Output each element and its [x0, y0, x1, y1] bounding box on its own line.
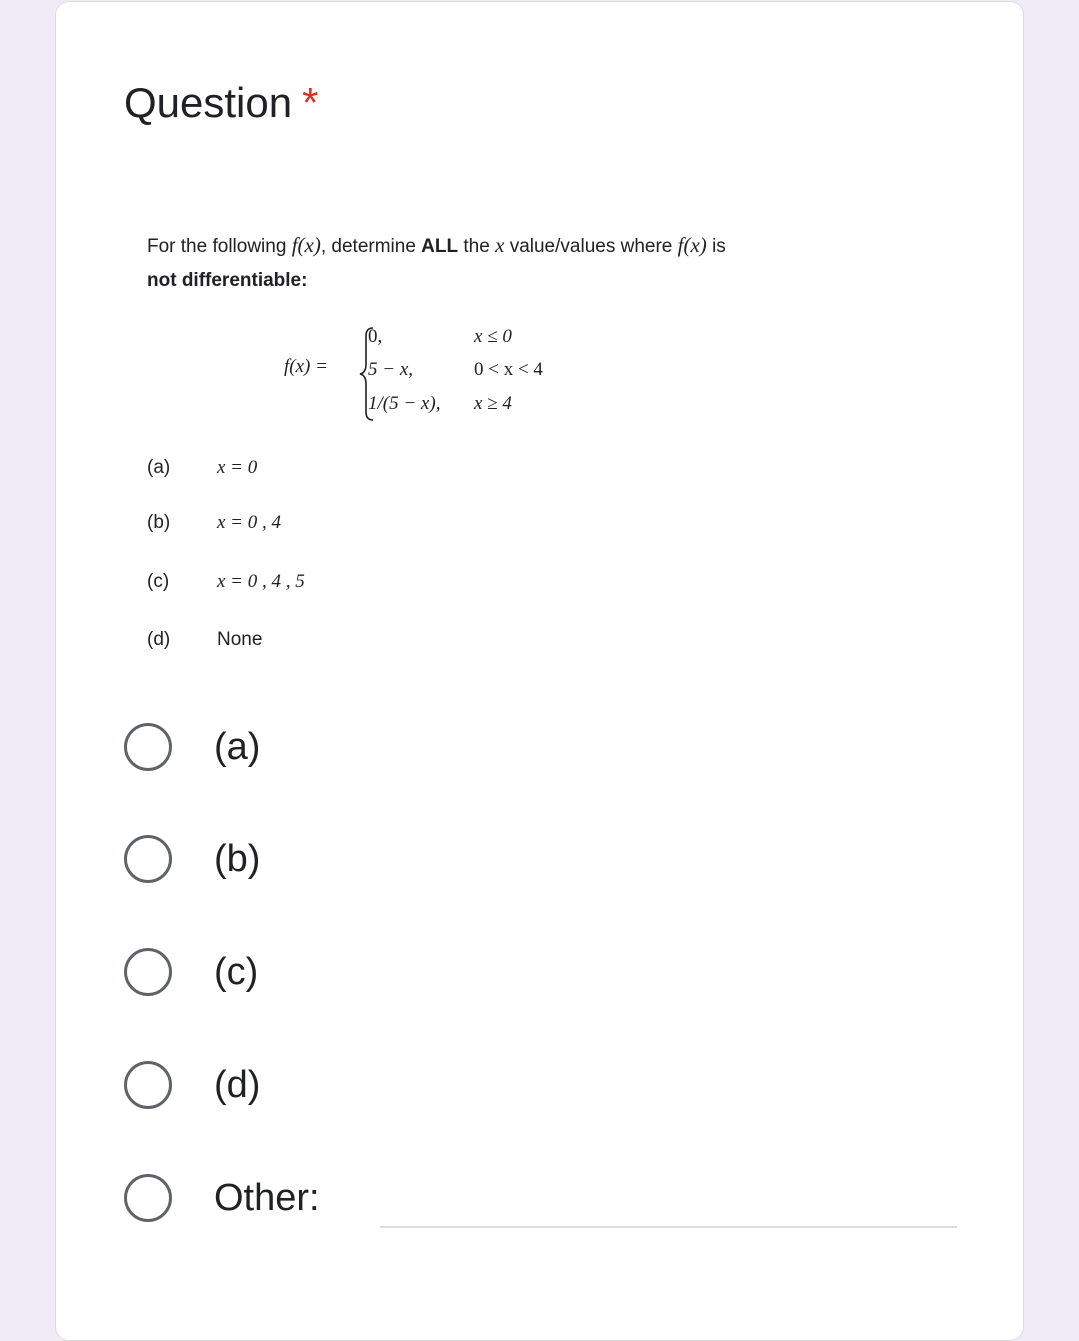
radio-button[interactable]: [124, 835, 172, 883]
equation-lhs: f(x) =: [284, 356, 328, 377]
case-cond-1: x ≤ 0: [474, 326, 512, 347]
radio-button[interactable]: [124, 1061, 172, 1109]
fx-symbol-2: f(x): [677, 233, 707, 257]
radio-button[interactable]: [124, 723, 172, 771]
question-prompt: [147, 228, 726, 298]
prompt-line-1: For the following f(x), determine ALL the x value/values where f(x) is: [147, 233, 726, 257]
case-cond-3: x ≥ 4: [474, 393, 512, 414]
question-card: [55, 1, 1024, 1341]
radio-button[interactable]: [124, 948, 172, 996]
case-cond-2: 0 < x < 4: [474, 359, 543, 380]
radio-button[interactable]: [124, 1174, 172, 1222]
all-emphasis: ALL: [421, 236, 459, 257]
fx-symbol: f(x): [291, 233, 321, 257]
question-title-text: Question: [124, 79, 293, 126]
question-title: [124, 78, 318, 128]
case-expr-2: 5 − x,: [368, 359, 414, 380]
other-text-input[interactable]: [380, 1226, 957, 1228]
case-expr-1: 0,: [368, 326, 383, 347]
x-symbol: x: [495, 233, 505, 257]
required-asterisk: *: [302, 79, 319, 126]
prompt-line-2: not differentiable:: [147, 270, 308, 291]
case-expr-3: 1/(5 − x),: [368, 393, 441, 414]
